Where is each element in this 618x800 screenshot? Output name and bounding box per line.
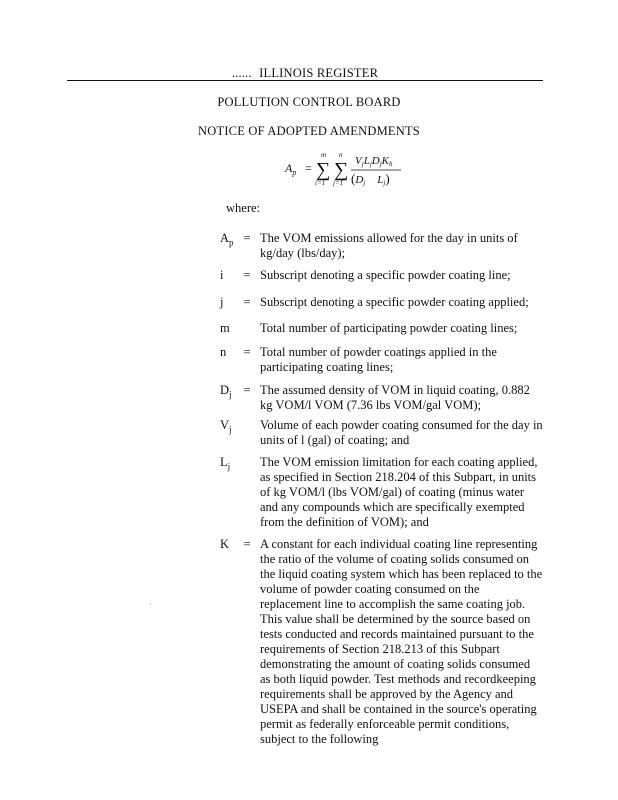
definition-equals: = xyxy=(243,295,251,309)
definition-text: A constant for each individual coating line representing the ratio of the volume of coating solids consumed on the liquid coating system which has been replaced to the volume of powder coating consumed on the replacement line to accomplish the same coating job. This value shall be determined by the source based on tests conducted and records maintained pursuant to the requirements of Section 218.213 of this Subpart demonstrating the amount of coating solids consumed as both liquid powder. Test methods and recordkeeping requirements shall be approved by the Agency and USEPA and shall be contained in the source's operating permit as federally enforceable permit conditions, subject to the following xyxy=(260,537,543,746)
sum-i-upper: m xyxy=(321,151,327,159)
sum-j-symbol: ∑ xyxy=(334,159,349,181)
definition-text: Total number of powder coatings applied in the participating coating lines; xyxy=(260,345,497,374)
definition-equals: = xyxy=(243,231,251,245)
definition-symbol: K xyxy=(220,537,230,551)
formula-numerator: VjLjDjKh xyxy=(355,155,393,168)
definition-equals: = xyxy=(243,537,251,551)
register-dots: ...... xyxy=(231,66,252,80)
definition-symbol: m xyxy=(220,321,230,335)
definition-symbol: j xyxy=(220,295,224,309)
sum-j-lower: j=1 xyxy=(333,179,344,187)
definition-symbol: n xyxy=(220,345,227,359)
sum-i-lower: i=1 xyxy=(315,179,326,187)
where-label: where: xyxy=(226,201,261,215)
formula-lhs: $A_p$ xyxy=(285,161,297,177)
svg-text:=: = xyxy=(305,161,312,175)
register-header xyxy=(67,66,543,81)
definition-equals: = xyxy=(243,345,251,359)
definition-symbol: i xyxy=(220,268,224,282)
definition-text: The VOM emissions allowed for the day in units of kg/day (lbs/day); xyxy=(260,231,518,260)
sum-j-upper: n xyxy=(339,151,343,159)
definition-text: The VOM emission limitation for each coating applied, as specified in Section 218.204 of this Subpart, in units of kg VOM/l (lbs VOM/gal) of coating (minus water and any compounds which are specifically exempted from the definition of VOM); and xyxy=(260,455,538,529)
stray-mark: · xyxy=(149,600,152,609)
definition-equals: = xyxy=(243,383,251,397)
definition-symbol: $D_j$ xyxy=(220,383,232,400)
definition-text: Subscript denoting a specific powder coating applied; xyxy=(260,295,529,309)
definition-symbol: $V_j$ xyxy=(220,418,232,435)
sum-i-symbol: ∑ xyxy=(316,159,331,181)
definition-symbol: $A_p$ xyxy=(220,231,234,248)
definition-text: Volume of each powder coating consumed for the day in units of l (gal) of coating; and xyxy=(260,418,543,447)
definition-text: The assumed density of VOM in liquid coating, 0.882 kg VOM/l VOM (7.36 lbs VOM/gal VOM); xyxy=(260,383,530,412)
definition-text: Subscript denoting a specific powder coating line; xyxy=(260,268,511,282)
formula-denominator: (Dj Lj) xyxy=(351,171,390,187)
board-title: POLLUTION CONTROL BOARD xyxy=(217,95,401,109)
formula xyxy=(283,150,423,192)
notice-title: NOTICE OF ADOPTED AMENDMENTS xyxy=(198,124,420,138)
definition-symbol: $L_j$ xyxy=(220,455,231,472)
register-title: ILLINOIS REGISTER xyxy=(259,66,379,80)
definition-equals: = xyxy=(243,268,251,282)
definition-text: Total number of participating powder coating lines; xyxy=(260,321,518,335)
